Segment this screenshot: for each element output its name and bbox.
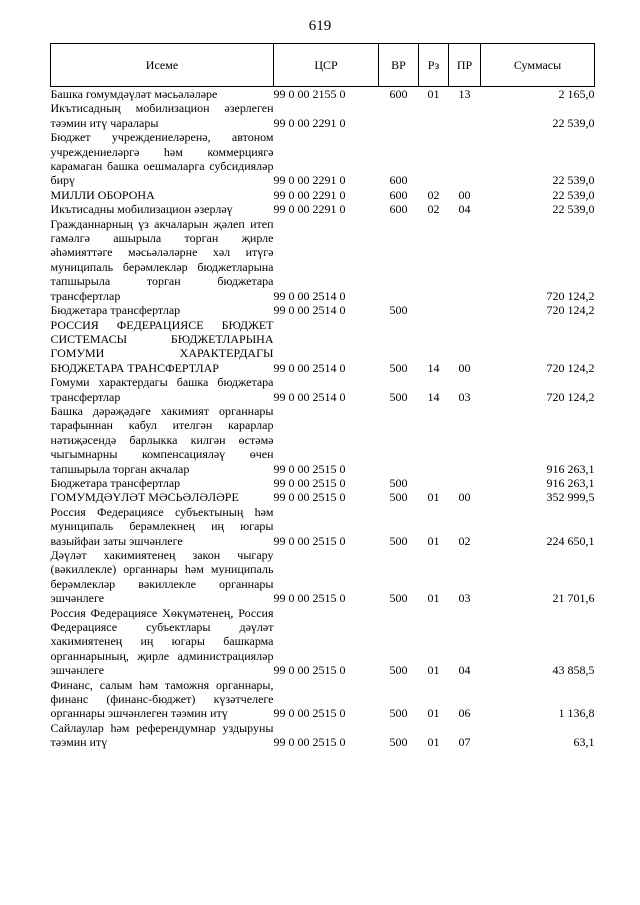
cell-name: МИЛЛИ ОБОРОНА [50, 187, 155, 202]
cell-csr: 99 0 00 2515 0 [273, 533, 346, 548]
cell-pr: 03 [458, 389, 471, 404]
cell-pr: 03 [458, 591, 471, 606]
cell-vr: 600 [389, 187, 408, 202]
cell-pr: 06 [458, 706, 471, 721]
cell-pr: 00 [458, 490, 471, 505]
cell-vr: 500 [389, 533, 408, 548]
cell-csr: 99 0 00 2515 0 [273, 591, 346, 606]
cell-name: ГОМУМДӘҮЛӘТ МӘСЬӘЛӘЛӘРЕ [50, 490, 239, 505]
cell-pr: 02 [458, 533, 471, 548]
cell-csr: 99 0 00 2155 0 [273, 87, 346, 101]
cell-name: Сайлаулар һәм референдумнар уздыруны тәэмин итү [50, 720, 274, 750]
budget-table [50, 43, 595, 750]
table-row [51, 101, 595, 130]
cell-rz [419, 217, 449, 303]
cell-pr [449, 101, 481, 130]
cell-csr: 99 0 00 2291 0 [273, 187, 346, 202]
cell-name: Бюджетара трансфертлар [50, 475, 181, 490]
cell-vr: 500 [389, 389, 408, 404]
cell-sum: 22 539,0 [552, 115, 595, 130]
cell-vr: 500 [389, 490, 408, 505]
cell-sum: 720 124,2 [546, 389, 595, 404]
cell-pr: 00 [458, 187, 471, 202]
cell-rz: 01 [427, 706, 440, 721]
cell-pr: 04 [458, 202, 471, 217]
cell-sum: 916 263,1 [546, 475, 595, 490]
table-row [51, 375, 595, 404]
table-row [51, 476, 595, 490]
cell-csr: 99 0 00 2515 0 [273, 475, 346, 490]
cell-rz: 02 [427, 202, 440, 217]
cell-rz: 01 [427, 663, 440, 678]
cell-sum: 1 136,8 [558, 706, 595, 721]
cell-vr [379, 404, 419, 476]
cell-rz: 01 [427, 533, 440, 548]
cell-csr: 99 0 00 2514 0 [273, 389, 346, 404]
table-row [51, 548, 595, 606]
cell-rz: 01 [427, 87, 440, 101]
cell-sum: 22 539,0 [552, 173, 595, 188]
cell-csr: 99 0 00 2515 0 [273, 735, 346, 750]
cell-name: Бюджетара трансфертлар [50, 303, 181, 318]
cell-vr [379, 217, 419, 303]
cell-sum: 720 124,2 [546, 303, 595, 318]
cell-csr: 99 0 00 2291 0 [273, 173, 346, 188]
header-pr: ПР [449, 44, 481, 87]
header-rz: Рз [419, 44, 449, 87]
cell-name: Финанс, салым һәм таможня органнары, финанс (финанс-бюджет) күзәтчелеге органнары эшчәнлеген тәэмин итү [50, 677, 274, 721]
cell-csr: 99 0 00 2291 0 [273, 115, 346, 130]
cell-sum: 352 999,5 [546, 490, 595, 505]
cell-csr: 99 0 00 2514 0 [273, 303, 346, 318]
cell-name: Бюджет учреждениеләренә, автоном учреждениеләргә һәм коммерциягә карамаган башка оешмаларга субсидияләр бирү [50, 130, 274, 188]
cell-name: РОССИЯ ФЕДЕРАЦИЯСЕ БЮДЖЕТ СИСТЕМАСЫ БЮДЖЕТЛАРЫНА ГОМУМИ ХАРАКТЕРДАГЫ БЮДЖЕТАРА ТРАНСФЕРТЛАР [50, 317, 274, 375]
cell-vr: 600 [389, 173, 408, 188]
cell-rz: 01 [427, 490, 440, 505]
cell-pr [449, 476, 481, 490]
cell-sum: 22 539,0 [552, 202, 595, 217]
cell-vr: 500 [389, 591, 408, 606]
cell-vr: 500 [389, 303, 408, 318]
cell-csr: 99 0 00 2514 0 [273, 360, 346, 375]
cell-rz: 02 [427, 187, 440, 202]
cell-vr: 600 [389, 202, 408, 217]
cell-sum: 224 650,1 [546, 533, 595, 548]
cell-pr [449, 303, 481, 317]
cell-pr: 13 [458, 87, 471, 101]
table-row [51, 217, 595, 303]
header-csr: ЦСР [274, 44, 379, 87]
cell-name: Россия Федерациясе субъектының һәм муниципаль берәмлекнең иң югары вазыйфаи заты эшчәнлеге [50, 504, 274, 548]
page-number: 619 [308, 18, 332, 34]
cell-sum: 63,1 [573, 735, 595, 750]
cell-vr: 500 [389, 360, 408, 375]
cell-csr: 99 0 00 2515 0 [273, 461, 346, 476]
header-name: Исеме [51, 44, 274, 87]
table-row [51, 202, 595, 216]
cell-pr [449, 130, 481, 188]
cell-name: Икътисадны мобилизацион әзерләү [50, 202, 233, 217]
cell-rz [419, 101, 449, 130]
table-row [51, 130, 595, 188]
cell-rz: 01 [427, 591, 440, 606]
cell-rz: 14 [427, 360, 440, 375]
cell-sum: 2 165,0 [558, 87, 595, 101]
table-row [51, 318, 595, 376]
cell-rz [419, 476, 449, 490]
cell-vr: 600 [389, 87, 408, 101]
cell-rz: 14 [427, 389, 440, 404]
cell-sum: 720 124,2 [546, 360, 595, 375]
cell-sum: 43 858,5 [552, 663, 595, 678]
cell-vr: 500 [389, 475, 408, 490]
cell-sum: 720 124,2 [546, 288, 595, 303]
table-row [51, 87, 595, 102]
cell-name: Гомуми характердагы башка бюджетара трансфертлар [50, 375, 274, 404]
cell-csr: 99 0 00 2514 0 [273, 288, 346, 303]
cell-rz [419, 404, 449, 476]
cell-pr: 00 [458, 360, 471, 375]
table-row [51, 188, 595, 202]
cell-vr: 500 [389, 735, 408, 750]
table-row [51, 505, 595, 548]
cell-name: Россия Федерациясе Хөкүмәтенең, Россия Федерациясе субъектлары дәүләт хакимиятенең иң югары башкарма органнарының, җирле администрацияләр эшчәнлеге [50, 605, 274, 678]
cell-pr [449, 404, 481, 476]
cell-csr: 99 0 00 2515 0 [273, 706, 346, 721]
cell-sum: 916 263,1 [546, 461, 595, 476]
table-row [51, 721, 595, 750]
cell-rz [419, 130, 449, 188]
cell-pr [449, 217, 481, 303]
table-header-row [51, 44, 595, 87]
cell-csr: 99 0 00 2291 0 [273, 202, 346, 217]
cell-name: Гражданнарның үз акчаларын җәлеп итеп гамәлгә ашырыла торган җирле әһәмияттәге мәсьәләләрне хәл итүгә муниципаль берәмлекләр бюджетларына тапшырыла торган бюджетара трансфертлар [50, 216, 274, 303]
cell-name: Икътисадның мобилизацион әзерлеген тәэмин итү чаралары [50, 101, 274, 130]
cell-vr [379, 101, 419, 130]
cell-vr: 500 [389, 706, 408, 721]
table-row [51, 606, 595, 678]
cell-sum: 22 539,0 [552, 187, 595, 202]
cell-rz [419, 303, 449, 317]
header-sum: Суммасы [481, 44, 595, 87]
cell-name: Дәүләт хакимиятенең закон чыгару (вәкиллекле) органнары һәм муниципаль берәмлекләр вәкиллекле органнары эшчәнлеге [50, 548, 274, 606]
cell-name: Башка гомумдәүләт мәсьәләләре [50, 87, 218, 101]
cell-pr: 04 [458, 663, 471, 678]
table-row [51, 678, 595, 721]
table-row [51, 490, 595, 504]
cell-rz: 01 [427, 735, 440, 750]
cell-name: Башка дәрәҗәдәге хакимият органнары тарафыннан кабул ителгән карарлар нәтиҗәсендә барлыкка килгән өстәмә чыгымнарны компенсацияләү өчен тапшырыла торган акчалар [50, 403, 274, 476]
cell-csr: 99 0 00 2515 0 [273, 663, 346, 678]
cell-vr: 500 [389, 663, 408, 678]
cell-csr: 99 0 00 2515 0 [273, 490, 346, 505]
table-row [51, 303, 595, 317]
cell-pr: 07 [458, 735, 471, 750]
header-vr: ВР [379, 44, 419, 87]
table-row [51, 404, 595, 476]
cell-sum: 21 701,6 [552, 591, 595, 606]
